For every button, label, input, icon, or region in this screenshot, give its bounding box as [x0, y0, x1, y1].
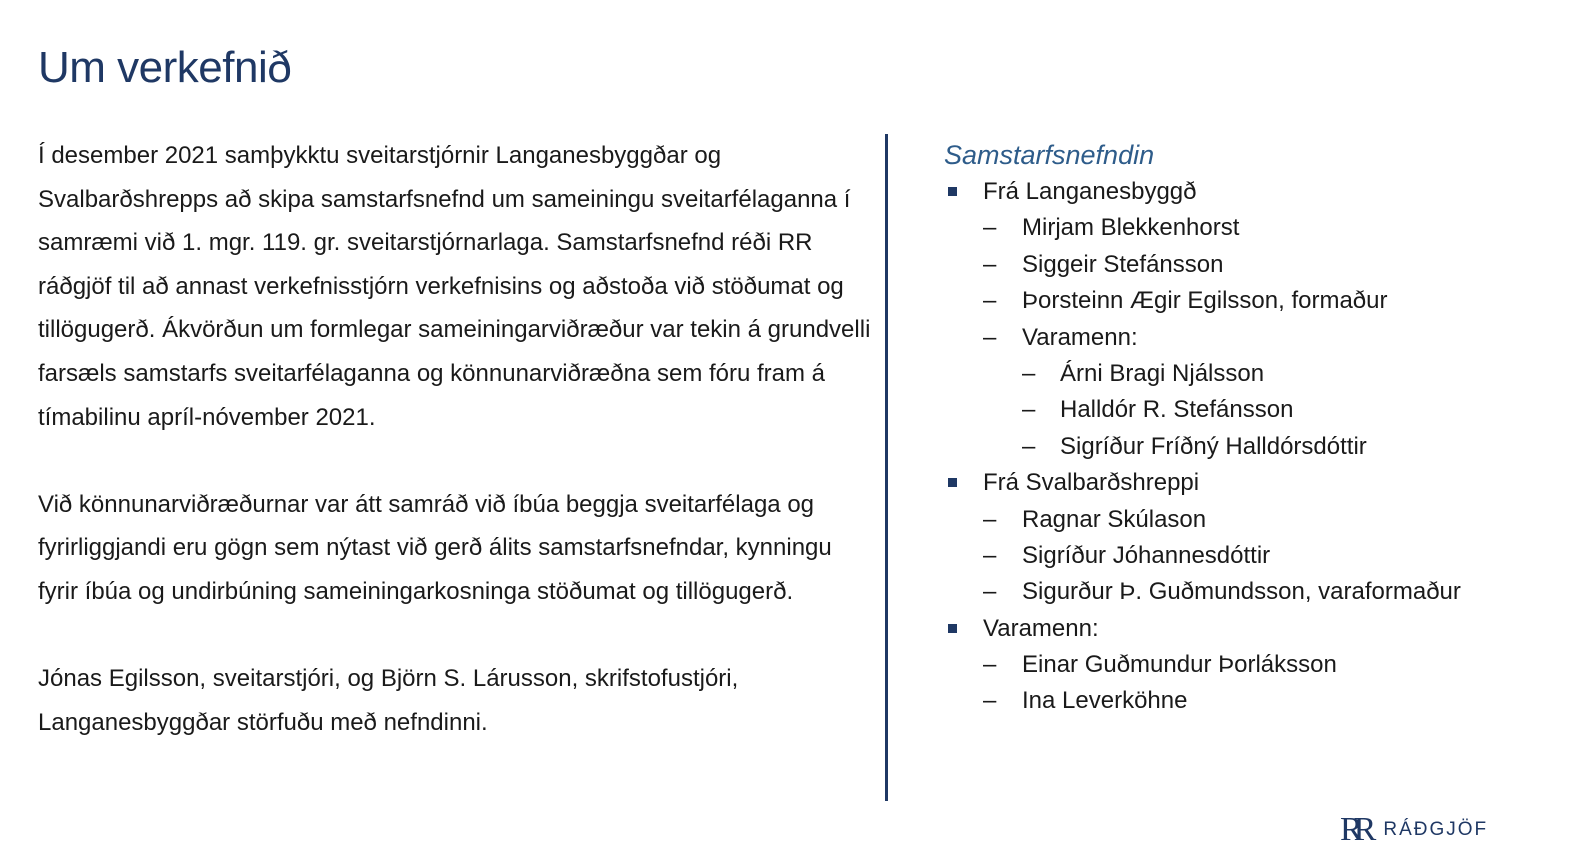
page-title: Um verkefnið: [38, 43, 292, 93]
list-item: Varamenn:: [944, 611, 1564, 647]
dash-icon: –: [983, 323, 997, 351]
list-item: – Varamenn:: [944, 320, 1564, 356]
dash-icon: –: [983, 651, 997, 679]
staff-paragraph: Jónas Egilsson, sveitarstjóri, og Björn S. Lárusson, skrifstofustjóri, Langanesbyggðar störfuðu með nefndinni.: [38, 665, 739, 736]
list-item: – Mirjam Blekkenhorst: [944, 210, 1564, 246]
list-item: – Þorsteinn Ægir Egilsson, formaður: [944, 283, 1564, 319]
list-item: – Einar Guðmundur Þorláksson: [944, 647, 1564, 683]
square-bullet-icon: [948, 624, 957, 633]
dash-icon: –: [1022, 359, 1036, 387]
dash-icon: –: [983, 578, 997, 606]
dash-icon: –: [983, 287, 997, 315]
dash-icon: –: [983, 250, 997, 278]
dash-icon: –: [983, 505, 997, 533]
list-item: – Sigurður Þ. Guðmundsson, varaformaður: [944, 574, 1564, 610]
dash-icon: –: [983, 214, 997, 242]
column-divider: [885, 134, 888, 801]
dash-icon: –: [1022, 432, 1036, 460]
list-item: – Sigríður Jóhannesdóttir: [944, 538, 1564, 574]
dash-icon: –: [1022, 396, 1036, 424]
list-item: – Siggeir Stefánsson: [944, 247, 1564, 283]
committee-column: [944, 136, 1564, 720]
description-column: [38, 134, 878, 788]
list-item: – Árni Bragi Njálsson: [944, 356, 1564, 392]
list-item: – Ragnar Skúlason: [944, 502, 1564, 538]
intro-paragraph: Í desember 2021 samþykktu sveitarstjórnir Langanesbyggðar og Svalbarðshrepps að skipa samstarfsnefnd um sameiningu sveitarfélaganna í samræmi við 1. mgr. 119. gr. sveitarstjórnarlaga. Samstarfsnefnd réði RR ráðgjöf til að annast verkefnisstjórn verkefnisins og aðstoða við stöðumat og tillögugerð. Ákvörðun um formlegar sameiningarviðræður var tekin á grundvelli farsæls samstarfs sveitarfélaganna og könnunarviðræðna sem fóru fram á tímabilinu apríl-nóvember 2021.: [38, 142, 871, 431]
list-item: Frá Langanesbyggð: [944, 174, 1564, 210]
logo-mark: RR: [1340, 811, 1368, 848]
logo-text: RÁÐGJÖF: [1383, 819, 1489, 840]
square-bullet-icon: [948, 478, 957, 487]
square-bullet-icon: [948, 187, 957, 196]
company-logo: [1340, 812, 1488, 848]
committee-heading: Samstarfsnefndin: [944, 140, 1155, 170]
consultation-paragraph: Við könnunarviðræðurnar var átt samráð við íbúa beggja sveitarfélaga og fyrirliggjandi eru gögn sem nýtast við gerð álits samstarfsnefndar, kynningu fyrir íbúa og undirbúning sameiningarkosninga stöðumat og tillögugerð.: [38, 490, 832, 605]
list-item: Frá Svalbarðshreppi: [944, 465, 1564, 501]
dash-icon: –: [983, 541, 997, 569]
list-item: – Sigríður Fríðný Halldórsdóttir: [944, 429, 1564, 465]
list-item: – Halldór R. Stefánsson: [944, 392, 1564, 428]
dash-icon: –: [983, 687, 997, 715]
list-item: – Ina Leverköhne: [944, 683, 1564, 719]
